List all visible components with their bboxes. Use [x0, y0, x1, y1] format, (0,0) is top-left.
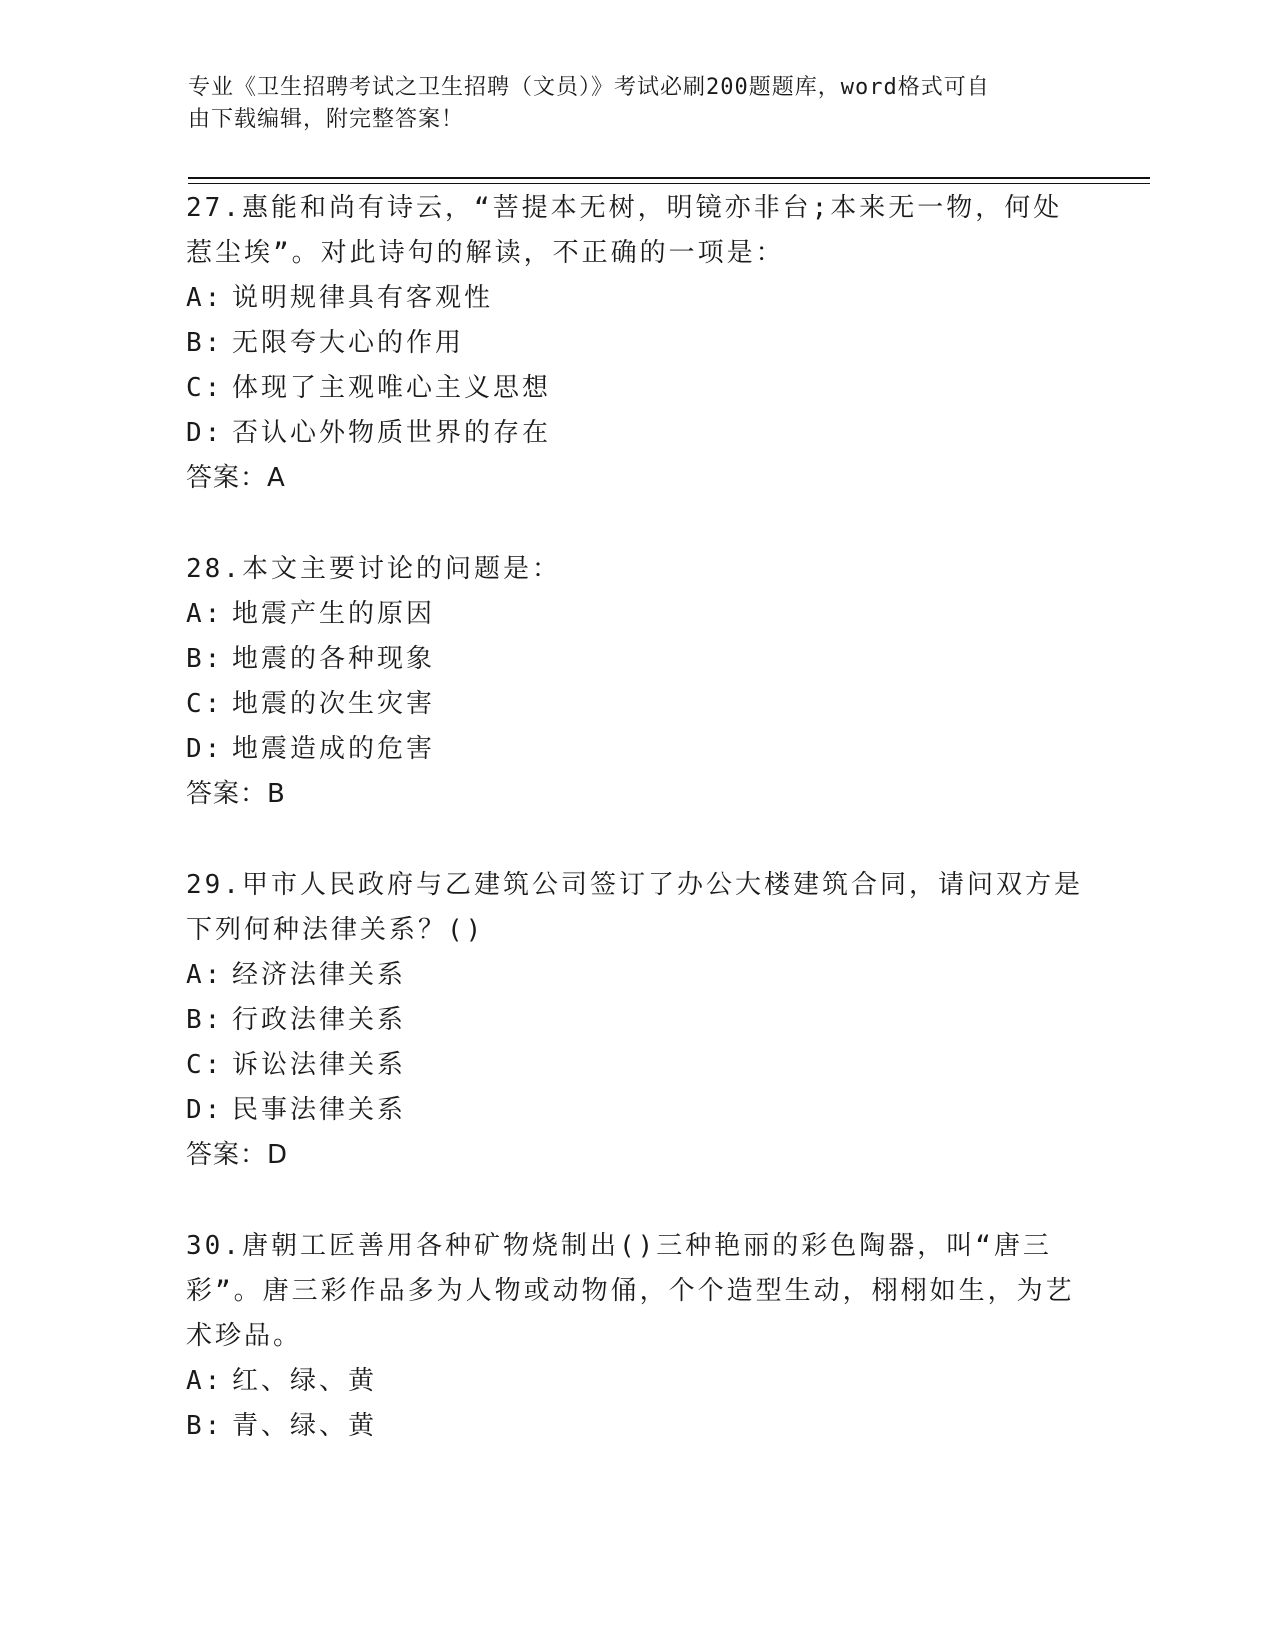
option-text: 经济法律关系	[232, 960, 407, 990]
option-a	[186, 1359, 1086, 1404]
option-text: 体现了主观唯心主义思想	[232, 373, 552, 403]
option-text: 无限夸大心的作用	[232, 328, 465, 358]
option-text: 红、绿、黄	[232, 1366, 378, 1396]
option-label: A:	[186, 599, 224, 629]
option-b	[186, 321, 1086, 366]
option-text: 说明规律具有客观性	[232, 283, 494, 313]
option-label: D:	[186, 1095, 224, 1125]
option-text: 地震的次生灾害	[232, 689, 436, 719]
option-label: B:	[186, 1411, 224, 1441]
option-a	[186, 953, 1086, 998]
option-d	[186, 411, 1086, 456]
answer-line: 答案：D	[186, 1140, 289, 1170]
option-d	[186, 727, 1086, 772]
option-label: B:	[186, 328, 224, 358]
document-header	[188, 72, 1068, 136]
header-divider-thick	[188, 177, 1150, 179]
option-d	[186, 1088, 1086, 1133]
question-28	[186, 547, 1086, 817]
question-stem: 30.唐朝工匠善用各种矿物烧制出()三种艳丽的彩色陶器，叫“唐三彩”。唐三彩作品多为人物或动物俑，个个造型生动，栩栩如生，为艺术珍品。	[186, 1231, 1075, 1351]
option-text: 行政法律关系	[232, 1005, 407, 1035]
option-text: 地震产生的原因	[232, 599, 436, 629]
header-line-2: 由下载编辑，附完整答案！	[188, 107, 465, 132]
option-text: 民事法律关系	[232, 1095, 407, 1125]
option-label: C:	[186, 689, 224, 719]
option-text: 诉讼法律关系	[232, 1050, 407, 1080]
header-line-1: 专业《卫生招聘考试之卫生招聘（文员）》考试必刷200题题库，word格式可自	[188, 75, 990, 100]
option-c	[186, 682, 1086, 727]
option-label: A:	[186, 960, 224, 990]
question-stem: 29.甲市人民政府与乙建筑公司签订了办公大楼建筑合同，请问双方是下列何种法律关系？()	[186, 870, 1083, 945]
question-list	[186, 186, 1086, 1495]
question-29	[186, 863, 1086, 1178]
option-b	[186, 998, 1086, 1043]
option-b	[186, 1404, 1086, 1449]
option-a	[186, 276, 1086, 321]
question-stem: 27.惠能和尚有诗云，“菩提本无树，明镜亦非台;本来无一物，何处惹尘埃”。对此诗句的解读，不正确的一项是：	[186, 193, 1063, 268]
option-c	[186, 1043, 1086, 1088]
header-divider-thin	[188, 183, 1150, 184]
option-b	[186, 637, 1086, 682]
option-label: D:	[186, 734, 224, 764]
question-stem: 28.本文主要讨论的问题是：	[186, 554, 561, 584]
option-text: 否认心外物质世界的存在	[232, 418, 552, 448]
option-a	[186, 592, 1086, 637]
option-label: B:	[186, 644, 224, 674]
option-c	[186, 366, 1086, 411]
option-label: A:	[186, 1366, 224, 1396]
option-label: B:	[186, 1005, 224, 1035]
question-27	[186, 186, 1086, 501]
option-label: C:	[186, 373, 224, 403]
answer-line: 答案：A	[186, 463, 286, 493]
option-label: A:	[186, 283, 224, 313]
option-label: C:	[186, 1050, 224, 1080]
option-text: 地震的各种现象	[232, 644, 436, 674]
answer-line: 答案：B	[186, 779, 286, 809]
question-30	[186, 1224, 1086, 1449]
option-text: 青、绿、黄	[232, 1411, 378, 1441]
option-text: 地震造成的危害	[232, 734, 436, 764]
option-label: D:	[186, 418, 224, 448]
